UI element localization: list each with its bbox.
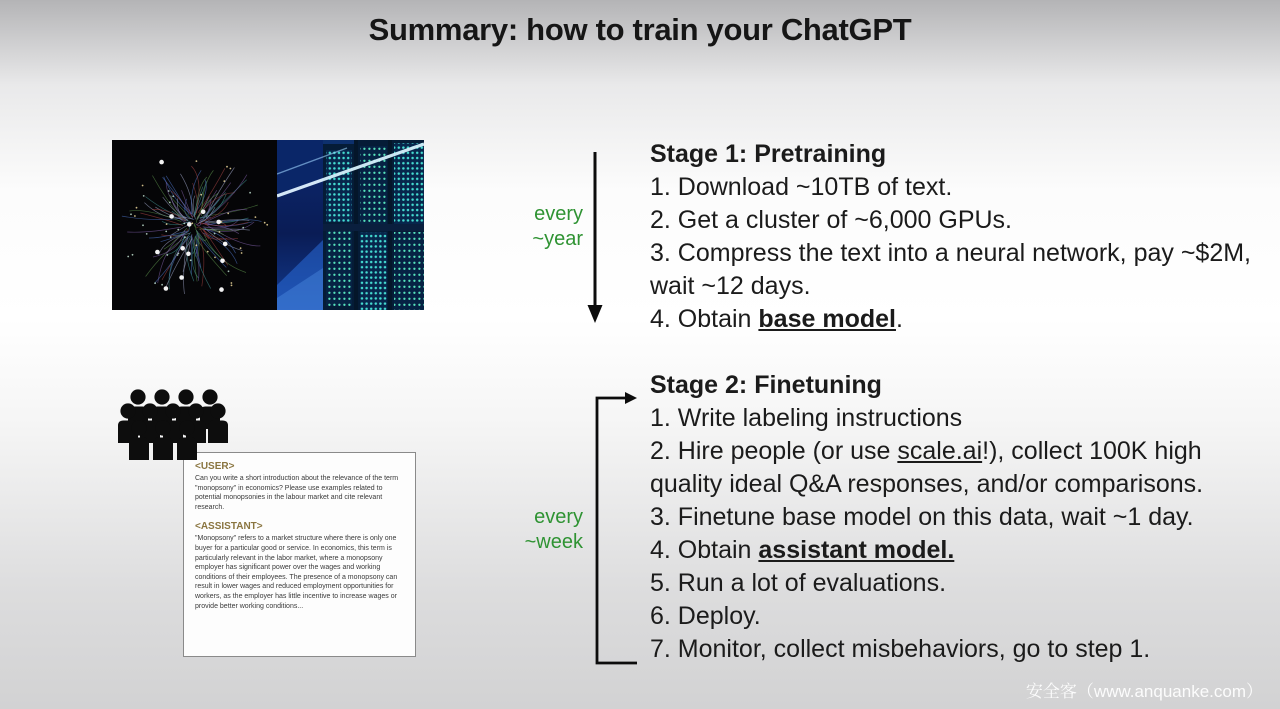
stage2-item-6: 6. Deploy.: [650, 602, 761, 630]
assistant-tag: <ASSISTANT>: [195, 521, 263, 533]
stage1-item-2: 2. Get a cluster of ~6,000 GPUs.: [650, 206, 1012, 234]
stage1-section: [650, 138, 1262, 336]
page-title: Summary: how to train your ChatGPT: [368, 12, 912, 47]
conversation-document: [183, 452, 416, 657]
stage2-section: [650, 369, 1262, 666]
stage2-item-3: 3. Finetune base model on this data, wait ~1 day.: [650, 503, 1194, 531]
loop-arrow-icon: [590, 390, 645, 672]
user-tag: <USER>: [195, 461, 235, 472]
cycle-week-line1: every: [534, 506, 583, 528]
base-model-term: base model: [758, 305, 896, 333]
stage2-item-2-prefix: 2. Hire people (or use: [650, 437, 898, 465]
assistant-model-term: assistant model.: [758, 536, 955, 564]
assistant-text: "Monopsony" refers to a market structure where there is only one buyer for a particular good or service. In economics, this term is particularly relevant in the labor market, where a monopsony employer has significant power over the wages and working conditions of their employees. The presence of a monopsony can result in lower wages and reduced employment opportunities for workers, as the employer has little incentive to increase wages or provide better working conditions...: [195, 535, 398, 610]
stage2-item-2-suffix: !), collect 100K high quality ideal Q&A responses, and/or comparisons.: [650, 437, 1204, 498]
cycle-week-line2: ~week: [524, 531, 583, 553]
stage1-item-4-prefix: 4. Obtain: [650, 305, 759, 333]
cycle-label-week: [495, 505, 583, 555]
stage1-item-1: 1. Download ~10TB of text.: [650, 173, 953, 201]
down-arrow-icon: [585, 148, 605, 328]
stage1-item-3: 3. Compress the text into a neural network, pay ~$2M, wait ~12 days.: [650, 239, 1252, 300]
cycle-label-year: [495, 202, 583, 252]
internet-map-graphic: [112, 140, 277, 310]
datacenter-graphic: [277, 140, 424, 310]
pretraining-media: [112, 140, 424, 310]
user-text: Can you write a short introduction about the relevance of the term "monopsony" in economics? Please use examples related to potential monopsonies in the labour market and cite relevant research.: [195, 475, 399, 511]
stage1-item-4-suffix: .: [895, 305, 903, 333]
stage2-item-4: [650, 534, 1262, 567]
cycle-year-line1: every: [534, 203, 583, 225]
stage1-heading: Stage 1: Pretraining: [650, 140, 887, 168]
crowd-of-people-icon: [116, 386, 231, 466]
stage2-heading: Stage 2: Finetuning: [650, 371, 882, 399]
stage2-item-2: [650, 435, 1262, 501]
stage1-item-4: [650, 303, 1262, 336]
scale-ai-link[interactable]: scale.ai: [897, 437, 983, 465]
cycle-year-line2: ~year: [532, 228, 583, 250]
stage2-item-4-prefix: 4. Obtain: [650, 536, 759, 564]
watermark: 安全客（www.anquanke.com）: [1025, 682, 1263, 701]
stage2-item-7: 7. Monitor, collect misbehaviors, go to step 1.: [650, 635, 1151, 663]
stage2-item-1: 1. Write labeling instructions: [650, 404, 963, 432]
stage2-item-5: 5. Run a lot of evaluations.: [650, 569, 947, 597]
